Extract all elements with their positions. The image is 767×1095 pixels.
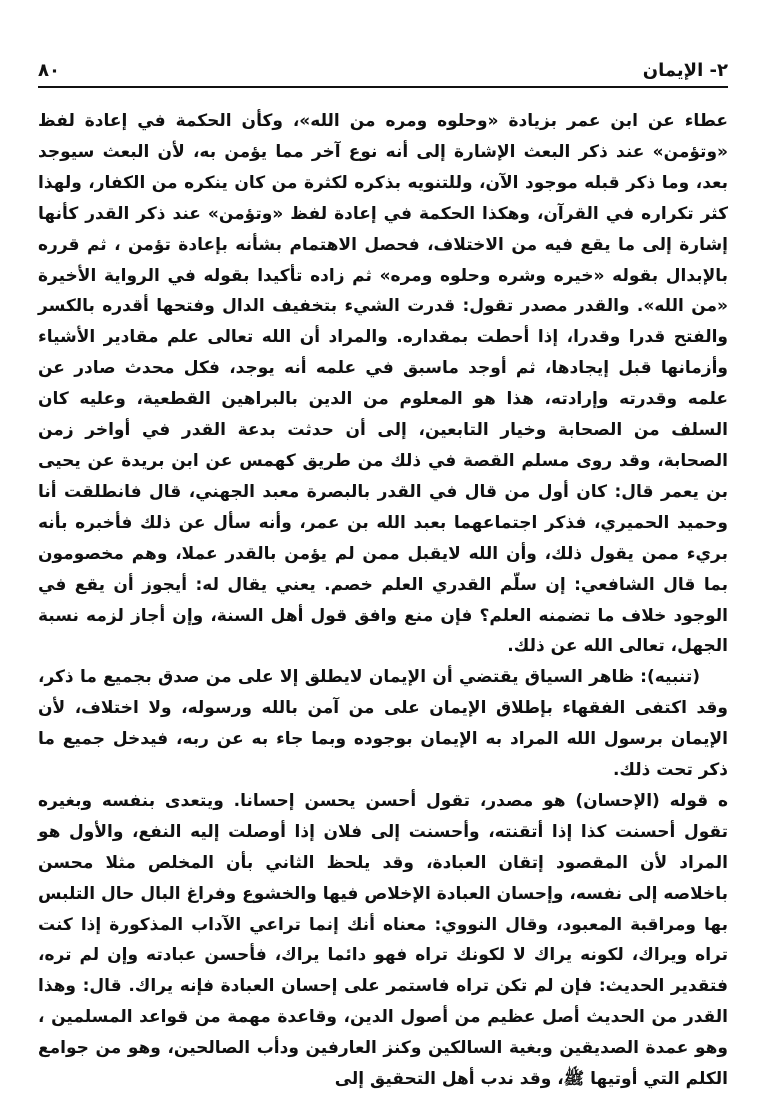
book-page <box>38 0 728 1090</box>
chapter-title: ٢- الإيمان <box>642 59 728 81</box>
running-header <box>38 56 728 84</box>
header-divider <box>38 86 728 88</box>
paragraph: (تنبيه): ظاهر السياق يقتضي أن الإيمان لايطلق إلا على من صدق بجميع ما ذكر، وقد اكتفى الفقهاء بإطلاق الإيمان على من آمن بالله ورسوله، ولا اختلاف، لأن الإيمان برسول الله المراد به الإيمان بوجوده وبما جاء به عن ربه، فيدخل جميع ما ذكر تحت ذلك. <box>38 667 728 781</box>
paragraph: عطاء عن ابن عمر بزيادة «وحلوه ومره من الله»، وكأن الحكمة في إعادة لفظ «وتؤمن» عند ذكر البعث الإشارة إلى أنه نوع آخر مما يؤمن به، لأن البعث سيوجد بعد، وما ذكر قبله موجود الآن، وللتنويه بذكره لكثرة من كان ينكره من الكفار، ولهذا كثر تكراره في القرآن، وهكذا الحكمة في إعادة لفظ «وتؤمن» عند ذكر القدر كأنها إشارة إلى ما يقع فيه من الاختلاف، فحصل الاهتمام بشأنه بإعادة تؤمن ، ثم قرره بالإبدال بقوله «خيره وشره وحلوه ومره» ثم زاده تأكيدا بقوله في الرواية الأخيرة «من الله». والقدر مصدر تقول: قدرت الشيء بتخفيف الدال وفتحها أقدره بالكسر والفتح قدرا وقدرا، إذا أحطت بمقداره. والمراد أن الله تعالى علم مقادير الأشياء وأزمانها قبل إيجادها، ثم أوجد ماسبق في علمه أنه يوجد، فكل محدث صادر عن علمه وقدرته وإرادته، هذا هو المعلوم من الدين بالبراهين القطعية، وعليه كان السلف من الصحابة وخيار التابعين، إلى أن حدثت بدعة القدر في أواخر زمن الصحابة، وقد روى مسلم القصة في ذلك من طريق كهمس عن ابن بريدة عن يحيى بن يعمر قال: كان أول من قال في القدر بالبصرة معبد الجهني، قال فانطلقت أنا وحميد الحميري، فذكر اجتماعهما بعبد الله بن عمر، وأنه سأل عن ذلك فأخبره بأنه بريء ممن يقول ذلك، وأن الله لايقبل ممن لم يؤمن بالقدر عملا، وهم مخصومون بما قال الشافعي: إن سلّم القدري العلم خصم. يعني يقال له: أيجوز أن يقع في الوجود خلاف ما تضمنه العلم؟ فإن منع وافق قول أهل السنة، وإن أجاز لزمه نسبة الجهل، تعالى الله عن ذلك. <box>38 111 728 657</box>
page-number: ٨٠ <box>38 59 60 81</box>
paragraph: ه قوله (الإحسان) هو مصدر، تقول أحسن يحسن إحسانا. ويتعدى بنفسه وبغيره تقول أحسنت كذا إذا أتقنته، وأحسنت إلى فلان إذا أوصلت إليه النفع، والأول هو المراد لأن المقصود إتقان العبادة، وقد يلحظ الثاني بأن المخلص مثلا محسن باخلاصه إلى نفسه، وإحسان العبادة الإخلاص فيها والخشوع وفراغ البال حال التلبس بها ومراقبة المعبود، وقال النووي: معناه أنك إنما تراعي الآداب المذكورة إذا كنت تراه ويراك، لكونه يراك لا لكونك تراه فهو دائما يراك، فأحسن عبادته وإن لم تره، فتقدير الحديث: فإن لم تكن تراه فاستمر على إحسان العبادة فإنه يراك. قال: وهذا القدر من الحديث أصل عظيم من أصول الدين، وقاعدة مهمة من قواعد المسلمين ، وهو عمدة الصديقين وبغية السالكين وكنز العارفين ودأب الصالحين، وهو من جوامع الكلم التي أوتيها ﷺ، وقد ندب أهل التحقيق إلى <box>38 790 728 1090</box>
body-text <box>38 106 728 1095</box>
